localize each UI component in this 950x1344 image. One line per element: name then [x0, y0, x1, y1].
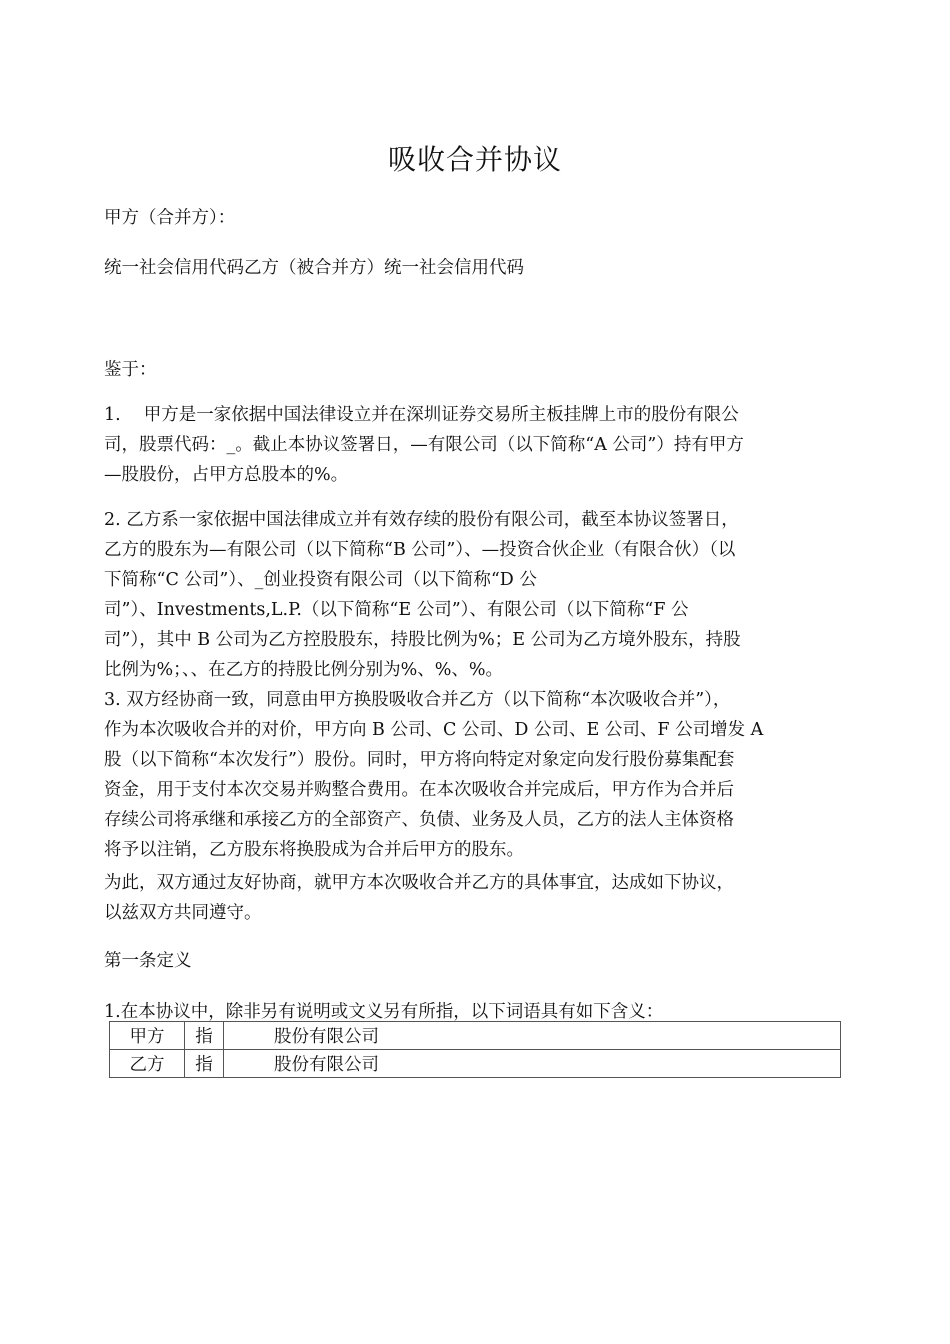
- whereas-label: 鉴于：: [104, 360, 157, 380]
- clause-2-line-4: 司”）、Investments,L.P.（以下简称“E 公司”）、有限公司（以下简称“F 公: [104, 600, 689, 620]
- closing-line-1: 为此，双方通过友好协商，就甲方本次吸收合并乙方的具体事宜，达成如下协议，: [104, 873, 734, 893]
- definition-meaning: 股份有限公司: [224, 1022, 841, 1050]
- clause-3-line-4: 资金，用于支付本次交易并购整合费用。在本次吸收合并完成后，甲方作为合并后: [104, 780, 734, 800]
- table-row: [110, 1022, 841, 1050]
- definition-verb: 指: [185, 1050, 224, 1078]
- clause-1-line-1: 1. 甲方是一家依据中国法律设立并在深圳证券交易所主板挂牌上市的股份有限公: [104, 405, 739, 425]
- definitions-table: [109, 1021, 841, 1078]
- clause-1: [104, 400, 844, 490]
- article-1-heading: 第一条定义: [104, 951, 192, 971]
- closing-line-2: 以兹双方共同遵守。: [104, 903, 262, 923]
- clause-2-line-1: 2. 乙方系一家依据中国法律成立并有效存续的股份有限公司，截至本协议签署日，: [104, 510, 739, 530]
- clause-3: [104, 685, 844, 865]
- party-a-label: 甲方（合并方）：: [104, 208, 236, 228]
- clause-2-line-5: 司”），其中 B 公司为乙方控股股东，持股比例为%；E 公司为乙方境外股东，持股: [104, 630, 741, 650]
- clause-2: [104, 505, 844, 685]
- definition-term: 乙方: [110, 1050, 185, 1078]
- table-row: [110, 1050, 841, 1078]
- document-title: 吸收合并协议: [387, 143, 562, 176]
- definition-term: 甲方: [110, 1022, 185, 1050]
- credit-code-line: 统一社会信用代码乙方（被合并方）统一社会信用代码: [104, 258, 524, 278]
- definition-meaning: 股份有限公司: [224, 1050, 841, 1078]
- clause-3-line-5: 存续公司将承继和承接乙方的全部资产、负债、业务及人员，乙方的法人主体资格: [104, 810, 734, 830]
- closing-paragraph: [104, 868, 844, 928]
- definition-verb: 指: [185, 1022, 224, 1050]
- clause-2-line-3: 下简称“C 公司”）、_创业投资有限公司（以下简称“D 公: [104, 570, 537, 590]
- clause-3-line-3: 股（以下简称“本次发行”）股份。同时，甲方将向特定对象定向发行股份募集配套: [104, 750, 735, 770]
- clause-3-line-6: 将予以注销，乙方股东将换股成为合并后甲方的股东。: [104, 840, 524, 860]
- article-1-intro: 1.在本协议中，除非另有说明或文义另有所指，以下词语具有如下含义：: [104, 1002, 664, 1022]
- clause-2-line-6: 比例为%；、、在乙方的持股比例分别为%、%、%。: [104, 660, 504, 680]
- clause-1-line-3: —股股份，占甲方总股本的%。: [104, 465, 349, 485]
- clause-2-line-2: 乙方的股东为—有限公司（以下简称“B 公司”）、—投资合伙企业（有限合伙）（以: [104, 540, 736, 560]
- clause-3-line-1: 3. 双方经协商一致，同意由甲方换股吸收合并乙方（以下简称“本次吸收合并”），: [104, 690, 731, 710]
- clause-1-line-2: 司，股票代码：_。截止本协议签署日，—有限公司（以下简称“A 公司”）持有甲方: [104, 435, 744, 455]
- clause-3-line-2: 作为本次吸收合并的对价，甲方向 B 公司、C 公司、D 公司、E 公司、F 公司增发 A: [104, 720, 764, 740]
